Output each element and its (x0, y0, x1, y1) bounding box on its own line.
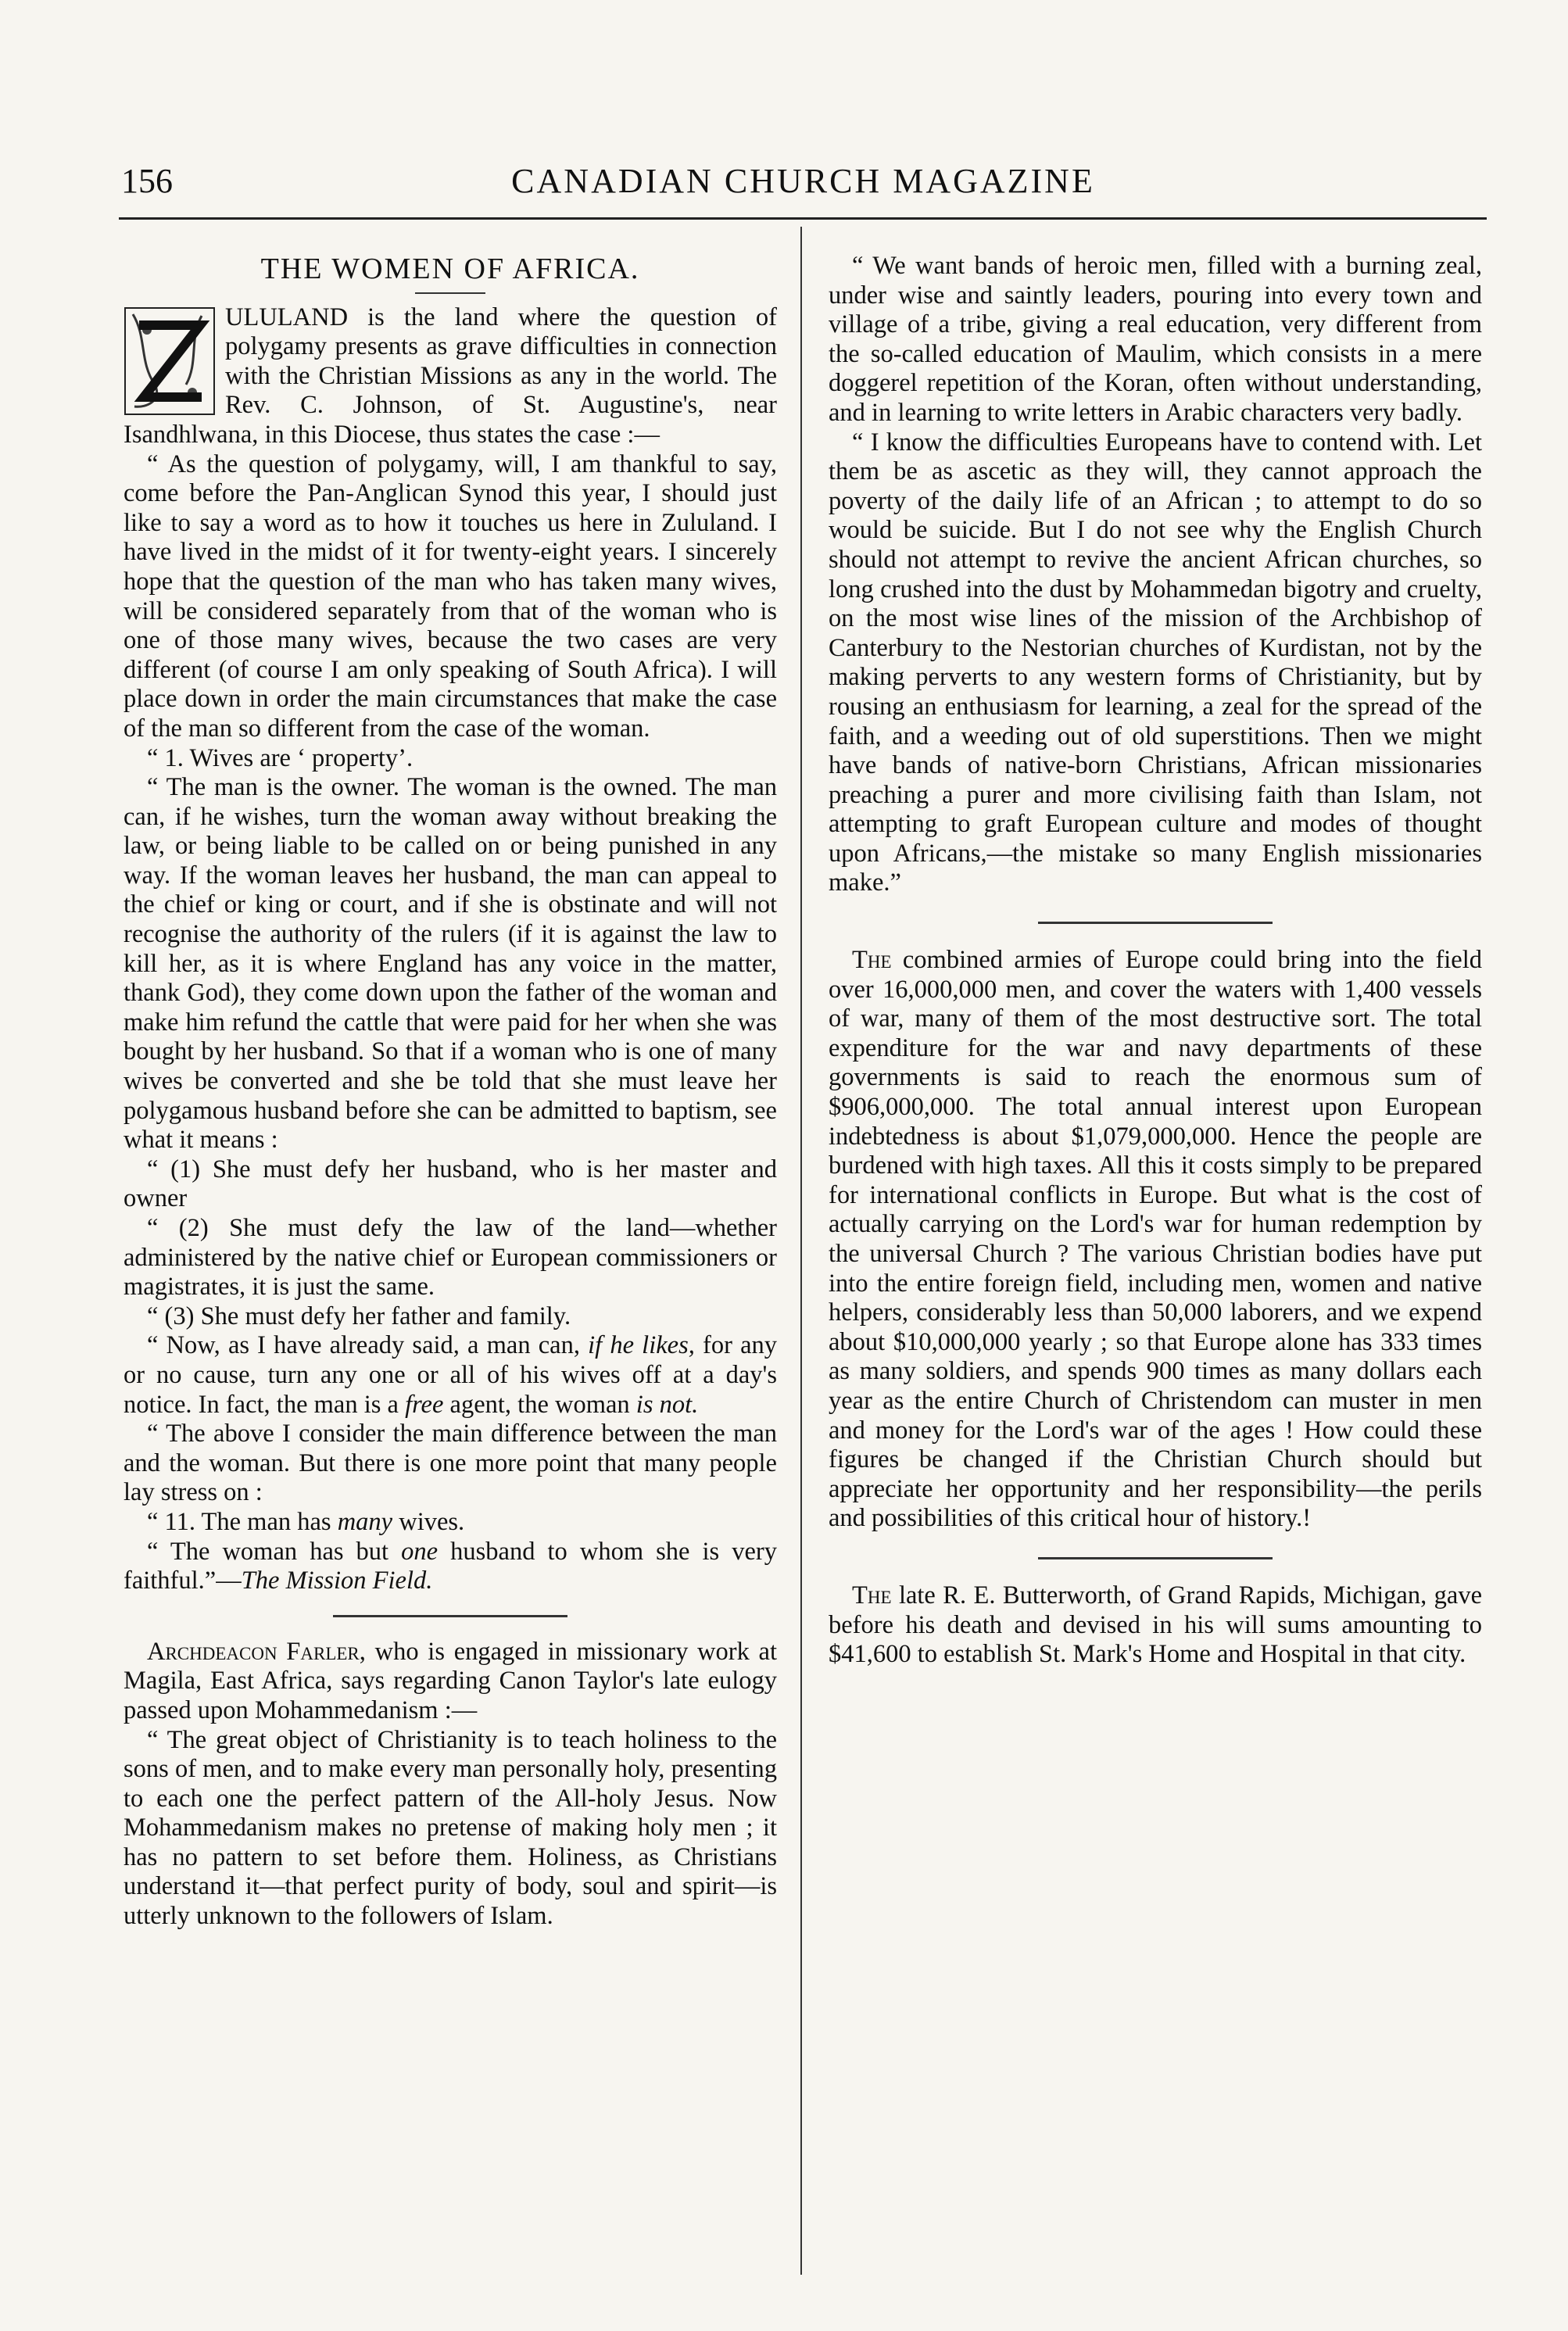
column-divider (800, 227, 802, 2275)
page-number: 156 (121, 162, 173, 200)
emphasis: one (401, 1537, 439, 1566)
paragraph (124, 1538, 777, 1596)
paragraph (829, 946, 1482, 1534)
paragraph (124, 1638, 777, 1726)
right-column (829, 252, 1482, 1670)
text-run: agent, the woman (449, 1390, 630, 1419)
paragraph: “ The above I consider the main difference between the man and the woman. But there is one more point that many people lay stress on : (124, 1420, 777, 1507)
paragraph (124, 1331, 777, 1420)
lead-name: Archdeacon Farler, (147, 1637, 366, 1666)
text-run: “ 11. The man has (147, 1507, 331, 1536)
paragraph: “ I know the difficulties Europeans have to contend with. Let them be as ascetic as they will, they cannot approach the poverty of the daily life of an African ; to attempt to do so would be suicide. But I do not see why the English Church should not attempt to revive the ancient African churches, so long crushed into the dust by Mohammedan bigotry and cruelty, on the most wise lines of the mission of the Archbishop of Canterbury to the Nestorian churches of Kurdistan, not by the making perverts to any western forms of Christianity, but by rousing an enthusiasm for learning, a zeal for the spread of the faith, and a weeding out of old superstitions. Then we might have bands of native-born Christians, African missionaries preaching a purer and more civilising faith than Islam, not attempting to graft European culture and modes of thought upon Africans,—the mistake so many English missionaries make.” (829, 428, 1482, 897)
running-head (121, 161, 1485, 208)
drop-cap (124, 306, 216, 416)
paragraph: “ We want bands of heroic men, filled with a burning zeal, under wise and saintly leaders, pouring into every town and village of a tribe, giving a real education, very different from the so-called education of Maulim, which consists in a mere doggerel repetition of the Koran, often without understanding, and in learning to write letters in Arabic characters very badly. (829, 252, 1482, 427)
text-run: combined armies of Europe could bring into the field over 16,000,000 men, and cover the waters with 1,400 vessels of war, many of them of the most destructive sort. The total expenditure for the war and navy departments of these governments is said to reach the enormous sum of $906,000,000. The total annual interest upon European indebtedness is about $1,079,000,000. Hence the people are burdened with high taxes. All this it costs simply to be prepared for international conflicts in Europe. But what is the cost of actually carrying on the Lord's war for human redemption by the universal Church ? The various Christian bodies have put into the entire foreign field, including men, women and native helpers, considerably less than 50,000 laborers, and we expend about $10,000,000 yearly ; so that Europe alone has 333 times as many soldiers, and spends 900 times as many dollars each year as the entire Church of Christendom can muster in men and money for the Lord's war of the ages ! How could these figures be changed if the Christian Church should but appreciate her opportunity and her responsibility—the perils and possibilities of this critical hour of history.! (829, 946, 1483, 1533)
title-rule (415, 292, 485, 294)
header-rule (119, 217, 1487, 220)
text-run: for any or no cause, turn any one or all of his wives off at a day's notice. In fact, the man is a (124, 1331, 778, 1419)
section-rule (1038, 1557, 1273, 1559)
paragraph: “ (1) She must defy her husband, who is her master and owner (124, 1155, 777, 1213)
text-run: “ The woman has but (147, 1537, 389, 1566)
intro-text: ULULAND is the land where the question of polygamy presents as grave difficulties in connection with the Christian Missions as any in the world. The Rev. C. Johnson, of St. Augustine's, near Isandhlwana, in this Diocese, thus states the case :— (124, 303, 777, 449)
ornamental-z-icon (124, 306, 216, 416)
section-rule (333, 1615, 567, 1617)
text-run: wives. (399, 1507, 465, 1536)
text-run: who is engaged in missionary work at Magila, East Africa, says regarding Canon Taylor's late eulogy passed upon Mohammedanism :— (124, 1637, 777, 1724)
source-citation: The Mission Field. (241, 1567, 433, 1595)
svg-text:Z: Z (169, 414, 170, 415)
magazine-title: CANADIAN CHURCH MAGAZINE (511, 162, 1095, 200)
paragraph: “ (2) She must defy the law of the land—whether administered by the native chief or European commissioners or magistrates, it is just the same. (124, 1214, 777, 1302)
lead-word: The (852, 1581, 892, 1610)
intro-paragraph (124, 303, 777, 450)
emphasis: many (337, 1507, 393, 1536)
paragraph: “ 1. Wives are ‘ property’. (147, 743, 413, 772)
paragraph (124, 1508, 777, 1538)
article-title: THE WOMEN OF AFRICA. (260, 252, 640, 285)
left-column (124, 252, 777, 1932)
section-rule (1038, 922, 1273, 924)
paragraph: “ As the question of polygamy, will, I am thankful to say, come before the Pan-Anglican Synod this year, I should just like to say a word as to how it touches us here in Zululand. I have lived in the midst of it for twenty-eight years. I sincerely hope that the question of the man who has taken many wives, will be considered separately from that of the woman who is one of those many wives, because the two cases are very different (of course I am only speaking of South Africa). I will place down in order the main circumstances that make the case of the man so different from the case of the woman. (124, 449, 777, 743)
paragraph (829, 1581, 1482, 1670)
text-run: “ Now, as I have already said, a man can, (147, 1331, 580, 1360)
lead-word: The (852, 946, 892, 975)
text-run: husband to whom she is very faithful.”— (124, 1537, 778, 1595)
emphasis: free (405, 1390, 444, 1419)
text-run: late R. E. Butterworth, of Grand Rapids, Michigan, gave before his death and devised in his will sums amounting to $41,600 to establish St. Mark's Home and Hospital in that city. (829, 1581, 1482, 1669)
paragraph: “ (3) She must defy her father and family. (147, 1302, 571, 1330)
paragraph: “ The man is the owner. The woman is the owned. The man can, if he wishes, turn the woman away without breaking the law, or being liable to be called on or being punished in any way. If the woman leaves her husband, the man can appeal to the chief or king or court, and if she is obstinate and will not recognise the authority of the rulers (if it is against the law to kill her, as it is where England has any voice in the matter, thank God), they come down upon the father of the woman and make him refund the cattle that were paid for her when she was bought by her husband. So that if a woman who is one of many wives be converted and she be told that she must leave her polygamous husband before she can be admitted to baptism, see what it means : (124, 773, 777, 1155)
emphasis: if he likes, (588, 1331, 695, 1360)
paragraph: “ The great object of Christianity is to teach holiness to the sons of men, and to make every man personally holy, presenting to each one the perfect pattern of the All-holy Jesus. Now Mohammedanism makes no pretense of making holy men ; it has no pattern to set before them. Holiness, as Christians understand it—that perfect purity of body, soul and spirit—is utterly unknown to the followers of Islam. (124, 1725, 777, 1931)
emphasis: is not. (635, 1390, 699, 1419)
